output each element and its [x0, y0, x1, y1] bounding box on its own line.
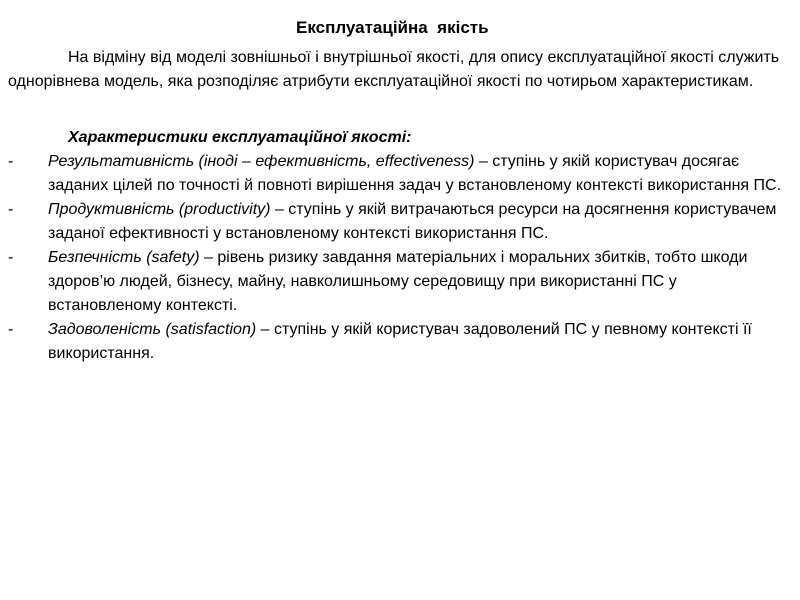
intro-paragraph: На відміну від моделі зовнішньої і внутрішньої якості, для опису експлуатаційної якості служить однорівнева модель, яка розподіляє атрибути експлуатаційної якості по чотирьом характеристикам.	[8, 49, 780, 90]
list-item	[8, 198, 788, 246]
item-term: Продуктивність (productivity)	[48, 201, 271, 218]
bullet-dash: -	[8, 249, 14, 266]
bullet-dash: -	[8, 201, 14, 218]
item-definition: – рівень ризику завдання матеріальних і моральних збитків, тобто шкоди здоров’ю людей, бізнесу, майну, навколишньому середовищу при використанні ПС у встановленому контексті.	[48, 249, 748, 314]
slide-title: Експлуатаційна якість	[296, 18, 489, 37]
list-item	[8, 318, 788, 366]
item-definition: – ступінь у якій витрачаються ресурси на досягнення користувачем заданої ефективності у встановленому контексті використання ПС.	[48, 201, 777, 242]
item-definition: – ступінь у якій користувач досягає заданих цілей по точності й повноті вирішення задач у встановленому контексті використання ПС.	[48, 153, 782, 194]
item-term: Задоволеність (satisfaction)	[48, 321, 257, 338]
item-term: Результативність (іноді – ефективність, effectiveness)	[48, 153, 475, 170]
item-definition: – ступінь у якій користувач задоволений ПС у певному контексті її використання.	[48, 321, 752, 362]
characteristics-list	[8, 150, 788, 366]
section-heading: Характеристики експлуатаційної якості:	[68, 129, 412, 146]
list-item	[8, 246, 788, 318]
bullet-dash: -	[8, 321, 14, 338]
list-item	[8, 150, 788, 198]
bullet-dash: -	[8, 153, 14, 170]
item-term: Безпечність (safety)	[48, 249, 200, 266]
